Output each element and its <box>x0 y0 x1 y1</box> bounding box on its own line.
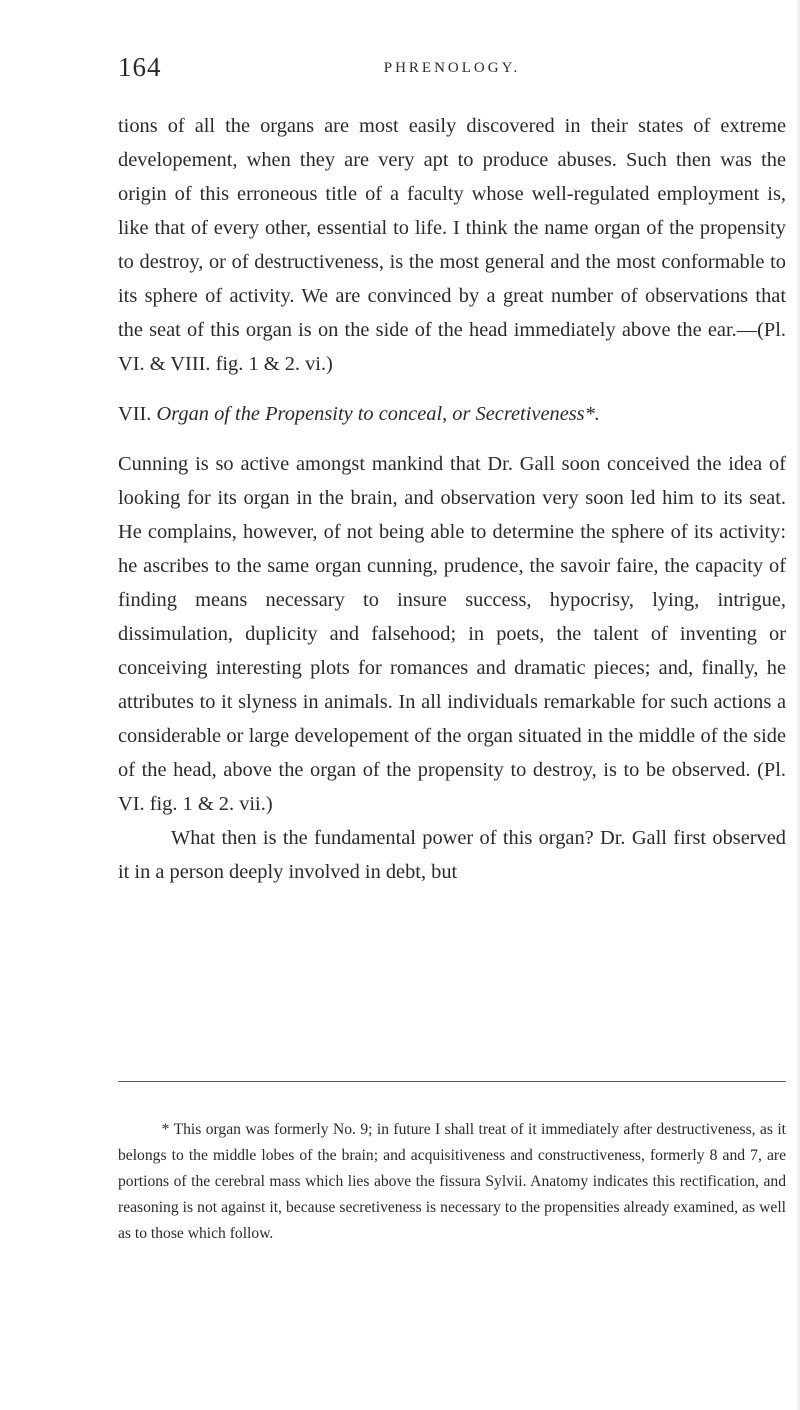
paragraph-continuation: tions of all the organs are most easily discovered in their states of extreme developement, when they are very apt to produce abuses. Such then was the origin of this erroneous title of a faculty whose well-regulated employment is, like that of every other, essential to life. I think the name organ of the propensity to destroy, or of destructiveness, is the most general and the most conformable to its sphere of activity. We are convinced by a great number of observations that the seat of this organ is on the side of the head immediately above the ear.—(Pl. VI. & VIII. fig. 1 & 2. vi.) <box>118 115 786 375</box>
footnote-divider <box>118 1081 786 1082</box>
section-title: Organ of the Propensity to conceal, or Secretiveness*. <box>156 403 600 425</box>
paragraph-fundamental-power: What then is the fundamental power of this organ? Dr. Gall first observed it in a person deeply involved in debt, but <box>118 827 786 883</box>
footnote: * This organ was formerly No. 9; in future I shall treat of it immediately after destructiveness, as it belongs to the middle lobes of the brain; and acquisitiveness and constructiveness, formerly 8 and 7, are portions of the cerebral mass which lies above the fissura Sylvii. Anatomy indicates this rectification, and reasoning is not against it, because secretiveness is necessary to the propensities already examined, as well as to those which follow. <box>118 1120 786 1242</box>
page-edge-shadow <box>796 0 800 1410</box>
paragraph-cunning: Cunning is so active amongst mankind that Dr. Gall soon conceived the idea of looking for its organ in the brain, and observation very soon led him to its seat. He complains, however, of not being able to determine the sphere of its activity: he ascribes to the same organ cunning, prudence, the savoir faire, the capacity of finding means necessary to insure success, hypocrisy, lying, intrigue, dissimulation, duplicity and falsehood; in poets, the talent of inventing or conceiving interesting plots for romances and dramatic pieces; and, finally, he attributes to it slyness in animals. In all individuals remarkable for such actions a considerable or large developement of the organ situated in the middle of the side of the head, above the organ of the propensity to destroy, is to be observed. (Pl. VI. fig. 1 & 2. vii.) <box>118 453 786 815</box>
running-head: PHRENOLOGY. <box>383 60 521 76</box>
page-number: 164 <box>118 52 162 82</box>
body-text <box>118 109 786 889</box>
page-header <box>118 52 786 92</box>
section-number: VII. <box>118 403 152 425</box>
section-heading <box>118 397 786 431</box>
